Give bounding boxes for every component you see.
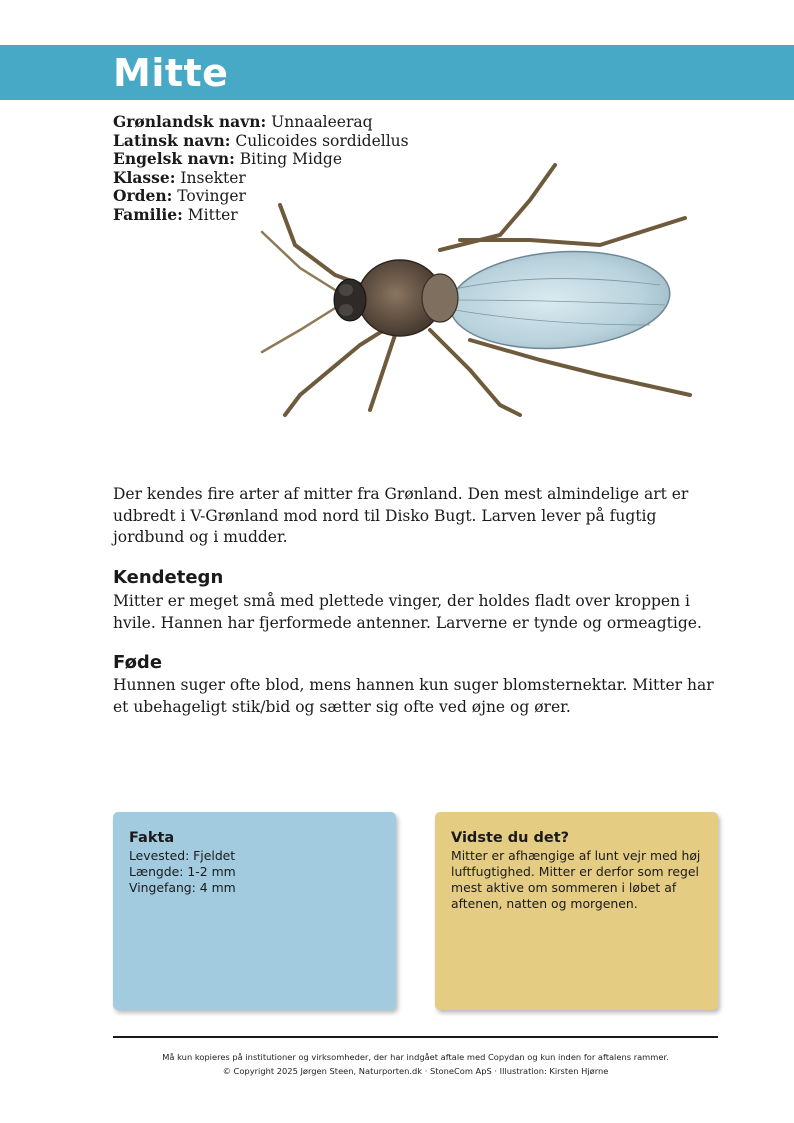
fact-class: Klasse: Insekter — [113, 167, 246, 187]
fact-greenlandic-name: Grønlandsk navn: Unnaaleeraq — [113, 112, 373, 131]
fact-order: Orden: Tovinger — [113, 186, 246, 206]
fakta-title: Fakta — [129, 830, 175, 846]
vidste-du-det-box — [435, 812, 718, 1010]
fact-english-name: Engelsk navn: Biting Midge — [113, 149, 342, 169]
page-title: Mitte — [113, 51, 229, 95]
intro-text: Der kendes fire arter af mitter fra Grønland. Den mest almindelige art er udbredt i V-Grønland mod nord til Disko Bugt. Larven lever på fugtig jordbund og i mudder. — [113, 485, 689, 546]
fakta-line: Levested: Fjeldet — [129, 848, 236, 863]
title-banner — [0, 45, 794, 100]
fakta-line: Vingefang: 4 mm — [129, 880, 236, 895]
midge-illustration — [250, 160, 700, 455]
fakta-line: Længde: 1-2 mm — [129, 864, 236, 879]
heading-fode: Føde — [113, 652, 163, 673]
fact-latin-name: Latinsk navn: Culicoides sordidellus — [113, 130, 409, 150]
footer-license: Må kun kopieres på institutioner og virksomheder, der har indgået aftale med Copydan og kun inden for aftalens rammer. — [162, 1052, 669, 1062]
fakta-lines — [129, 848, 386, 896]
footer-copyright: © Copyright 2025 Jørgen Steen, Naturporten.dk · StoneCom ApS · Illustration: Kirsten Hjørne — [222, 1066, 609, 1076]
heading-kendetegn: Kendetegn — [113, 567, 224, 588]
fact-family: Familie: Mitter — [113, 204, 238, 224]
fakta-box — [113, 812, 396, 1010]
kendetegn-text: Mitter er meget små med plettede vinger, der holdes fladt over kroppen i hvile. Hannen har fjerformede antenner. Larverne er tynde og ormeagtige. — [113, 592, 702, 632]
vidste-title: Vidste du det? — [451, 830, 570, 846]
vidste-text: Mitter er afhængige af lunt vejr med høj luftfugtighed. Mitter er derfor som regel mest aktive om sommeren i løbet af aftenen, natten og morgenen. — [451, 848, 701, 911]
footer-divider — [113, 1036, 718, 1038]
fode-text: Hunnen suger ofte blod, mens hannen kun suger blomsternektar. Mitter har et ubehageligt stik/bid og sætter sig ofte ved øjne og ører. — [113, 676, 714, 716]
